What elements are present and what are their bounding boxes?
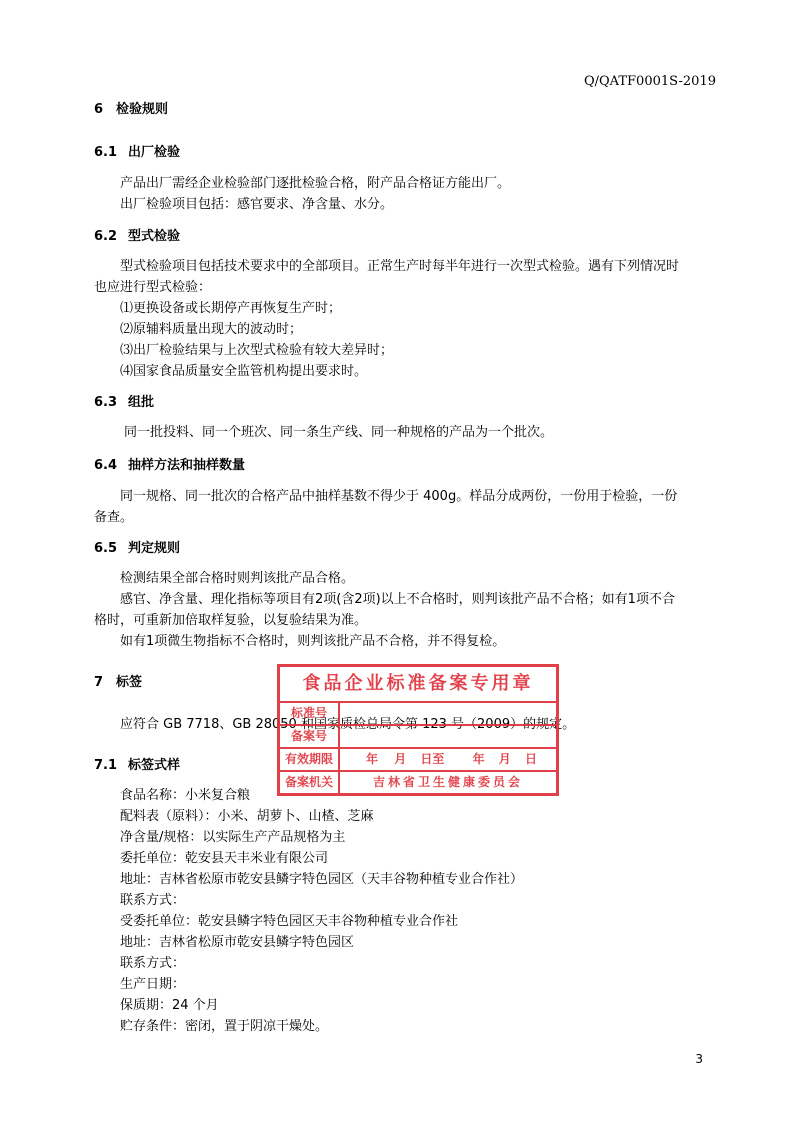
stamp-date-part: 年	[472, 752, 485, 766]
paragraph: 出厂检验项目包括：感官要求、净含量、水分。	[120, 197, 394, 212]
paragraph: 格时，可重新加倍取样复验，以复验结果为准。	[94, 613, 368, 628]
section-number: 6.1	[94, 145, 118, 160]
section-number: 7	[94, 675, 104, 690]
section-title: 组批	[128, 395, 155, 410]
label-line: 联系方式：	[120, 956, 186, 971]
section-number: 6	[94, 102, 104, 117]
section-title: 判定规则	[128, 541, 181, 556]
stamp-org: 吉林省卫生健康委员会	[372, 775, 523, 789]
paragraph: 检测结果全部合格时则判该批产品合格。	[120, 571, 355, 586]
page-number: 3	[695, 1052, 703, 1066]
paragraph: 型式检验项目包括技术要求中的全部项目。正常生产时每半年进行一次型式检验。遇有下列情况时	[120, 259, 680, 274]
document-code: Q/QATF0001S-2019	[583, 74, 716, 89]
label-line: 地址：吉林省松原市乾安县鳞字特色园区（天丰谷物种植专业合作社）	[120, 872, 524, 887]
section-6-3-heading	[94, 391, 154, 410]
stamp-date-part: 日至	[420, 752, 445, 766]
section-6-5-heading	[94, 537, 180, 556]
stamp-row-valid	[280, 749, 556, 772]
label-line: 食品名称：小米复合粮	[120, 788, 251, 803]
section-7-1-heading	[94, 754, 180, 773]
section-6-4-heading	[94, 454, 245, 473]
stamp-date-part: 年	[366, 752, 379, 766]
section-number: 7.1	[94, 758, 118, 773]
stamp-row-org	[280, 772, 556, 794]
paragraph: 同一规格、同一批次的合格产品中抽样基数不得少于 400g。样品分成两份，一份用于检验，一份	[120, 489, 678, 504]
stamp-date-part: 月	[394, 752, 407, 766]
paragraph: 感官、净含量、理化指标等项目有2项(含2项)以上不合格时，则判该批产品不合格；如有1项不合	[120, 592, 675, 607]
label-line: 受委托单位：乾安县鳞字特色园区天丰谷物种植专业合作社	[120, 914, 459, 929]
paragraph: 备查。	[94, 510, 134, 525]
stamp-label: 有效期限	[280, 749, 340, 770]
label-line: 保质期：24 个月	[120, 998, 219, 1013]
stamp-date-part: 月	[498, 752, 511, 766]
section-title: 检验规则	[116, 102, 169, 117]
paragraph: 应符合 GB 7718、GB 28050 和国家质检总局令第 123 号（2009）的规定。	[120, 717, 576, 732]
list-item: ⑵原辅料质量出现大的波动时；	[120, 322, 303, 337]
list-item: ⑷国家食品质量安全监管机构提出要求时。	[120, 364, 368, 379]
section-number: 6.5	[94, 541, 118, 556]
section-title: 标签式样	[128, 758, 181, 773]
list-item: ⑶出厂检验结果与上次型式检验有较大差异时；	[120, 343, 394, 358]
section-title: 抽样方法和抽样数量	[128, 458, 246, 473]
paragraph: 如有1项微生物指标不合格时，则判该批产品不合格，并不得复检。	[120, 634, 506, 649]
stamp-date	[340, 749, 556, 770]
stamp-title: 食品企业标准备案专用章	[280, 667, 556, 703]
label-line: 生产日期：	[120, 977, 186, 992]
section-number: 6.3	[94, 395, 118, 410]
stamp-row-standard	[280, 703, 556, 726]
section-7-heading	[94, 671, 142, 690]
section-title: 出厂检验	[128, 145, 181, 160]
section-title: 型式检验	[128, 229, 181, 244]
paragraph: 产品出厂需经企业检验部门逐批检验合格，附产品合格证方能出厂。	[120, 176, 511, 191]
section-6-1-heading	[94, 141, 180, 160]
paragraph: 同一批投料、同一个班次、同一条生产线、同一种规格的产品为一个批次。	[124, 425, 554, 440]
stamp-label: 备案机关	[280, 772, 340, 794]
label-line: 净含量/规格：以实际生产产品规格为主	[120, 830, 346, 845]
stamp-row-record	[280, 726, 556, 749]
stamp-value	[340, 726, 556, 747]
paragraph: 也应进行型式检验：	[94, 280, 212, 295]
stamp-label: 备案号	[280, 726, 340, 747]
filing-stamp	[277, 664, 559, 796]
label-line: 联系方式：	[120, 893, 186, 908]
label-line: 委托单位：乾安县天丰米业有限公司	[120, 851, 329, 866]
label-line: 配料表（原料）：小米、胡萝卜、山楂、芝麻	[120, 809, 374, 824]
stamp-date-part: 日	[524, 752, 537, 766]
label-line: 地址：吉林省松原市乾安县鳞字特色园区	[120, 935, 355, 950]
list-item: ⑴更换设备或长期停产再恢复生产时；	[120, 301, 342, 316]
stamp-value	[340, 703, 556, 724]
label-line: 贮存条件：密闭，置于阴凉干燥处。	[120, 1019, 329, 1034]
section-6-heading	[94, 98, 168, 117]
section-6-2-heading	[94, 225, 180, 244]
stamp-label: 标准号	[280, 703, 340, 724]
section-number: 6.2	[94, 229, 118, 244]
section-title: 标签	[116, 675, 143, 690]
section-number: 6.4	[94, 458, 118, 473]
